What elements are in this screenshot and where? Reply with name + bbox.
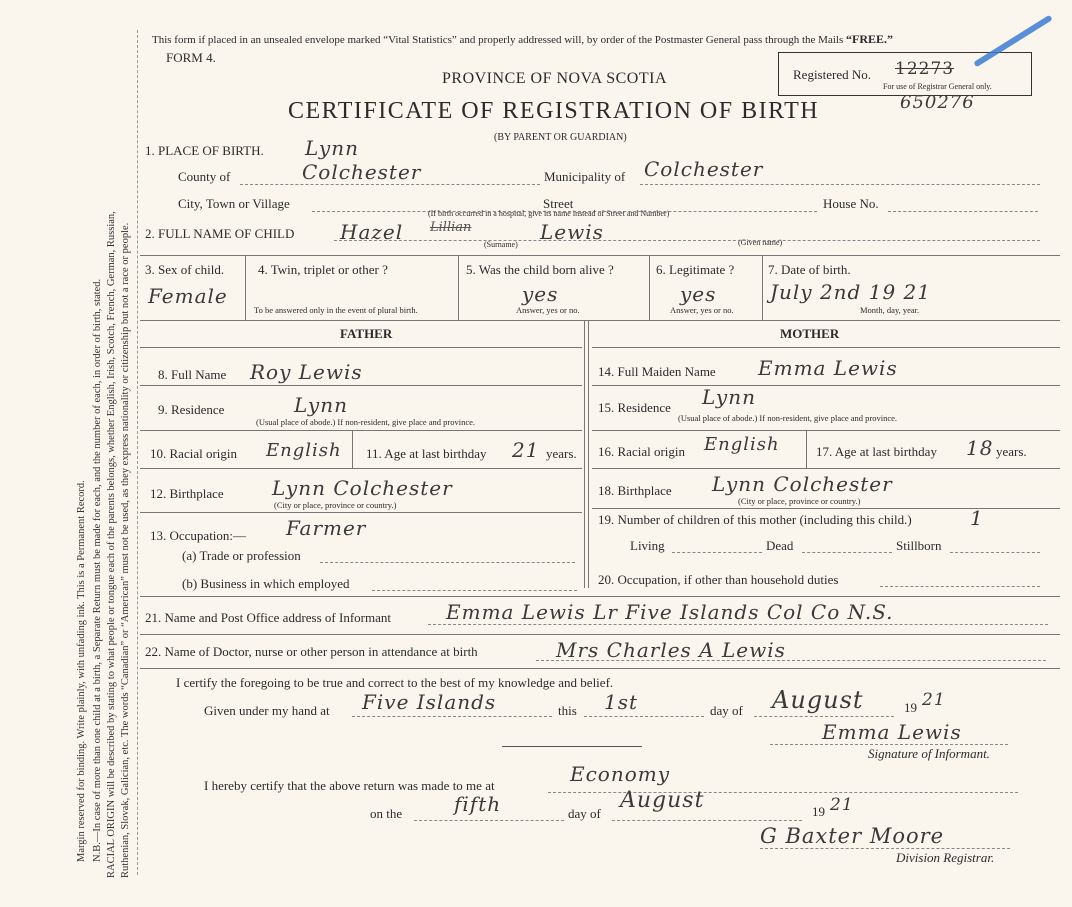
- registered-box: [778, 52, 1032, 96]
- stillborn-label: Stillborn: [896, 538, 942, 553]
- informant-signature-label: Signature of Informant.: [868, 746, 990, 761]
- mother-residence-note: (Usual place of abode.) If non-resident, give place and province.: [678, 413, 898, 423]
- margin-line-1: Margin reserved for binding. Write plainly, with unfading ink. This is a Permanent Record.: [76, 480, 87, 862]
- mother-occupation-label: 20. Occupation, if other than household duties: [598, 572, 839, 587]
- alive-value: yes: [522, 282, 559, 306]
- doctor-label: 22. Name of Doctor, nurse or other person in attendance at birth: [145, 644, 478, 659]
- registrar-signature-label: Division Registrar.: [896, 850, 995, 865]
- registrar-day-of-label: day of: [568, 806, 601, 821]
- father-race-value: English: [266, 440, 342, 461]
- page-title: CERTIFICATE OF REGISTRATION OF BIRTH: [288, 98, 820, 124]
- mother-birthplace-note: (City or place, province or country.): [738, 496, 861, 506]
- this-label: this: [558, 703, 577, 718]
- given-year-suffix: 21: [922, 690, 946, 710]
- page-subtitle: (BY PARENT OR GUARDIAN): [494, 132, 627, 143]
- registered-label: Registered No.: [793, 67, 871, 82]
- dead-label: Dead: [766, 538, 794, 553]
- child-given-name: Hazel: [340, 220, 404, 244]
- registrar-year-suffix: 21: [830, 795, 854, 815]
- given-under-label: Given under my hand at: [204, 703, 330, 718]
- registrar-year-prefix: 19: [812, 804, 825, 819]
- municipality-label: Municipality of: [544, 169, 626, 184]
- mother-heading: MOTHER: [780, 326, 840, 341]
- mother-residence-label: 15. Residence: [598, 400, 671, 415]
- father-name-value: Roy Lewis: [250, 360, 363, 384]
- mother-name-value: Emma Lewis: [758, 356, 898, 380]
- father-residence-value: Lynn: [294, 393, 348, 417]
- mother-race-value: English: [704, 434, 780, 455]
- registered-value: 12273: [895, 59, 955, 79]
- hospital-note: (If birth occurred in a hospital, give its name instead of Street and Number): [428, 209, 670, 218]
- twin-note: To be answered only in the event of plural birth.: [254, 305, 418, 315]
- form-number: FORM 4.: [166, 50, 216, 65]
- twin-label: 4. Twin, triplet or other ?: [258, 262, 388, 277]
- mother-race-label: 16. Racial origin: [598, 444, 686, 459]
- postal-notice: [152, 32, 893, 47]
- legitimate-label: 6. Legitimate ?: [656, 262, 735, 277]
- county-label: County of: [178, 169, 231, 184]
- child-name-label: 2. FULL NAME OF CHILD: [145, 226, 295, 241]
- mother-years: years.: [996, 444, 1027, 459]
- municipality-value: Colchester: [644, 157, 764, 181]
- children-count-label: 19. Number of children of this mother (including this child.): [598, 512, 912, 527]
- mother-age-value: 18: [966, 436, 994, 460]
- father-residence-note: (Usual place of abode.) If non-resident, give place and province.: [256, 417, 476, 427]
- mother-age-label: 17. Age at last birthday: [816, 444, 937, 459]
- day-of-label: day of: [710, 703, 743, 718]
- street-label: Street: [543, 196, 574, 211]
- informant-value: Emma Lewis Lr Five Islands Col Co N.S.: [446, 600, 894, 624]
- legitimate-note: Answer, yes or no.: [670, 305, 734, 315]
- father-birthplace-note: (City or place, province or country.): [274, 500, 397, 510]
- city-label: City, Town or Village: [178, 196, 290, 211]
- registrar-signature: G Baxter Moore: [760, 824, 945, 848]
- father-birthplace-label: 12. Birthplace: [150, 486, 224, 501]
- alive-label: 5. Was the child born alive ?: [466, 262, 614, 277]
- child-middle-name: Lillian: [430, 220, 472, 235]
- business-label: (b) Business in which employed: [182, 576, 350, 591]
- house-label: House No.: [823, 196, 879, 211]
- margin-line-2: N.B.—In case of more than one child at a birth, a Separate Return must be made for each, and the number of each, in order of birth, stated.: [92, 278, 103, 862]
- father-residence-label: 9. Residence: [158, 402, 225, 417]
- dob-note: Month, day, year.: [860, 305, 920, 315]
- on-the-label: on the: [370, 806, 403, 821]
- doctor-value: Mrs Charles A Lewis: [556, 638, 786, 662]
- registered-number-handwritten: 650276: [900, 92, 975, 113]
- children-count-value: 1: [970, 506, 984, 530]
- father-occupation-label: 13. Occupation:—: [150, 528, 247, 543]
- informant-signature: Emma Lewis: [822, 720, 962, 744]
- postal-notice-text: This form if placed in an unsealed envelope marked “Vital Statistics” and properly addressed will, by order of the Postmaster General pass through the Mails: [152, 34, 844, 46]
- mother-name-label: 14. Full Maiden Name: [598, 364, 716, 379]
- mother-residence-value: Lynn: [702, 385, 756, 409]
- sex-value: Female: [148, 284, 228, 308]
- father-name-label: 8. Full Name: [158, 367, 227, 382]
- province-heading: PROVINCE OF NOVA SCOTIA: [442, 70, 668, 87]
- father-occupation-value: Farmer: [286, 516, 367, 540]
- father-age-label: 11. Age at last birthday: [366, 446, 487, 461]
- father-heading: FATHER: [340, 326, 393, 341]
- registered-note: For use of Registrar General only.: [883, 82, 992, 91]
- given-month-value: August: [772, 686, 864, 714]
- trade-label: (a) Trade or profession: [182, 548, 301, 563]
- county-value: Colchester: [302, 160, 422, 184]
- place-of-birth-value: Lynn: [305, 136, 359, 160]
- living-label: Living: [630, 538, 665, 553]
- father-years: years.: [546, 446, 577, 461]
- registrar-certify-text: I hereby certify that the above return was made to me at: [204, 778, 495, 793]
- alive-note: Answer, yes or no.: [516, 305, 580, 315]
- dob-value: July 2nd 19 21: [770, 280, 931, 304]
- surname-label: (Surname): [484, 240, 518, 249]
- father-race-label: 10. Racial origin: [150, 446, 238, 461]
- postal-free: “FREE.”: [845, 32, 893, 46]
- registrar-place-value: Economy: [570, 762, 671, 786]
- informant-label: 21. Name and Post Office address of Informant: [145, 610, 391, 625]
- registrar-month-value: August: [620, 788, 705, 813]
- certify-text: I certify the foregoing to be true and correct to the best of my knowledge and belief.: [176, 675, 614, 690]
- given-name-label: (Given name): [738, 238, 783, 247]
- sex-label: 3. Sex of child.: [145, 262, 225, 277]
- legitimate-value: yes: [680, 282, 717, 306]
- registrar-day-value: fifth: [454, 792, 502, 816]
- mother-birthplace-label: 18. Birthplace: [598, 483, 672, 498]
- margin-line-3: RACIAL ORIGIN will be described by stating to what people or tongue each of the parents belongs, whether English, Irish, Scotch, French, German, Russian,: [106, 211, 117, 878]
- father-age-value: 21: [512, 438, 540, 462]
- child-surname: Lewis: [540, 220, 604, 244]
- given-year-prefix: 19: [904, 700, 917, 715]
- given-day-value: 1st: [604, 690, 639, 714]
- given-place-value: Five Islands: [362, 690, 497, 714]
- mother-birthplace-value: Lynn Colchester: [712, 472, 893, 496]
- place-of-birth-label: 1. PLACE OF BIRTH.: [145, 143, 264, 158]
- margin-notes: [0, 0, 140, 907]
- dob-label: 7. Date of birth.: [768, 262, 851, 277]
- father-birthplace-value: Lynn Colchester: [272, 476, 453, 500]
- margin-line-4: Ruthenian, Slovak, Galician, etc. The words “Canadian” or “American” must not be used, as they express nationality or citizenship but not a race or people.: [120, 222, 131, 878]
